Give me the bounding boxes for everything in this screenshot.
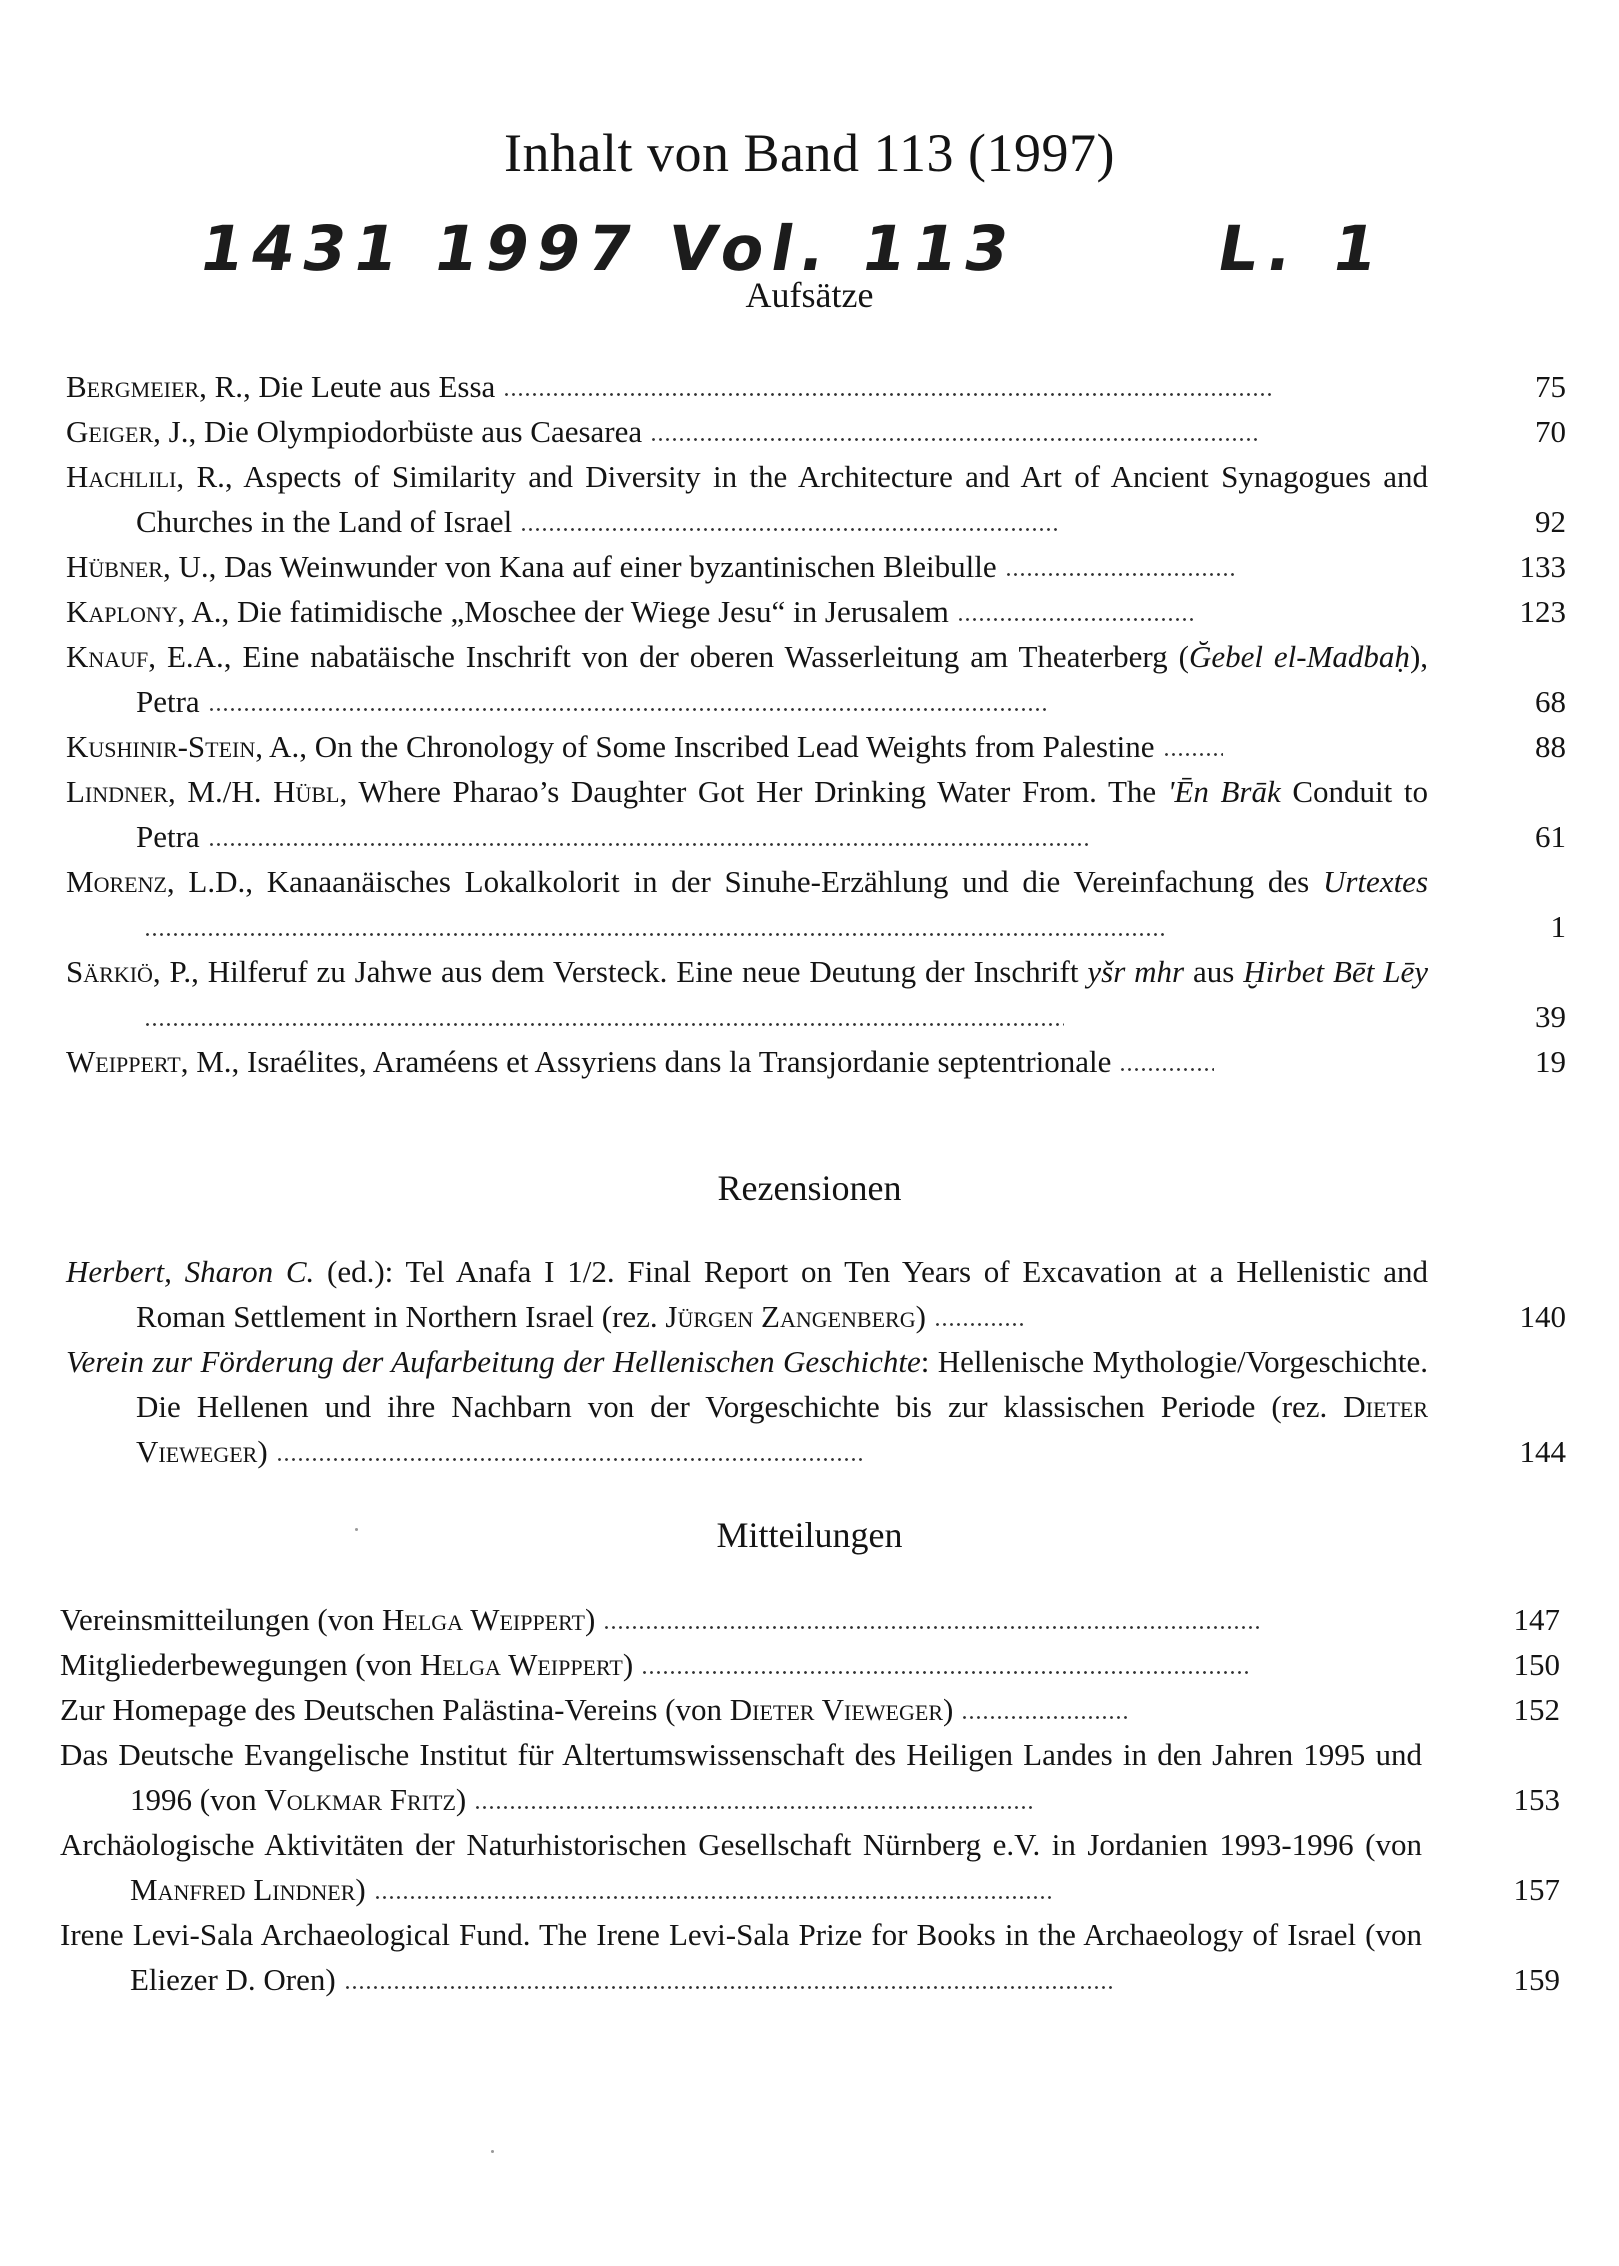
toc-entry: [66, 769, 1566, 859]
entry-page-number: 140: [1519, 1299, 1566, 1334]
toc-entry: [60, 1642, 1560, 1687]
entry-title: Kanaanäisches Lokalkolorit in der Sinuhe-Erzählung und die Vereinfachung des: [266, 864, 1323, 899]
leader-dots: [344, 1981, 1114, 1990]
toc-entry: [66, 1039, 1566, 1084]
leader-dots: [641, 1666, 1251, 1675]
entry-title: Hilferuf zu Jahwe aus dem Versteck. Eine neue Deutung der Inschrift: [207, 954, 1088, 989]
entry-title: Archäologische Aktivitäten der Naturhistorischen Gesellschaft Nürnberg e.V. in Jordanien 1993-1996 (von: [60, 1827, 1422, 1862]
entry-page-number: 19: [1535, 1044, 1566, 1079]
entry-lead: (ed.):: [314, 1254, 406, 1289]
section-heading-rezensionen: Rezensionen: [717, 1168, 902, 1208]
entry-author: Kushinir-Stein, A.,: [66, 729, 307, 764]
leader-dots: [503, 388, 1273, 397]
leader-dots: [208, 838, 1088, 847]
toc-entry: [66, 589, 1566, 634]
entry-page-number: 150: [1513, 1647, 1560, 1682]
toc-entry: [60, 1687, 1560, 1732]
leader-dots: [1163, 748, 1223, 757]
entry-author: Bergmeier, R.,: [66, 369, 251, 404]
entry-page-number: 70: [1535, 414, 1566, 449]
entry-title-italic: Ğebel el-Madbaḥ: [1188, 639, 1410, 674]
entry-title-italic: Urtextes: [1322, 864, 1429, 899]
leader-dots: [1119, 1063, 1214, 1072]
toc-entry: [66, 1339, 1566, 1474]
entry-author: Dieter Vieweger: [729, 1692, 943, 1727]
entry-title: Vereinsmitteilungen (von: [60, 1602, 382, 1637]
entry-title-italic: yšr mhr: [1087, 954, 1185, 989]
leader-dots: [1005, 568, 1235, 577]
leader-dots: [650, 433, 1260, 442]
leader-dots: [603, 1621, 1263, 1630]
section-heading-aufsaetze: Aufsätze: [745, 275, 874, 315]
entry-author: Manfred Lindner: [130, 1872, 356, 1907]
entry-page-number: 68: [1535, 684, 1566, 719]
entry-title: Where Pharao’s Daughter Got Her Drinking Water From. The: [358, 774, 1168, 809]
mitteilungen-list: [60, 1597, 1560, 2002]
entry-page-number: 92: [1535, 504, 1566, 539]
entry-lead: :: [920, 1344, 938, 1379]
entry-title-end: ): [455, 1782, 467, 1817]
entry-author: Weippert, M.,: [66, 1044, 240, 1079]
leader-dots: [520, 523, 1060, 532]
entry-reviewer: Dieter Vieweger: [136, 1389, 1428, 1469]
entry-title-end: ): [915, 1299, 926, 1334]
entry-title-italic: Ḫirbet Bēt Lēy: [1243, 954, 1429, 989]
entry-page-number: 123: [1519, 594, 1566, 629]
entry-page-number: 153: [1513, 1782, 1560, 1817]
toc-entry: [60, 1597, 1560, 1642]
entry-page-number: 88: [1535, 729, 1566, 764]
entry-title-end: ): [622, 1647, 634, 1682]
toc-entry: [66, 454, 1566, 544]
entry-title: Die Olympiodorbüste aus Caesarea: [203, 414, 643, 449]
entry-page-number: 152: [1513, 1692, 1560, 1727]
entry-title-italic: 'Ēn Brāk: [1167, 774, 1281, 809]
entry-page-number: 157: [1513, 1872, 1560, 1907]
leader-dots: [474, 1801, 1034, 1810]
scan-speck: [355, 1528, 358, 1531]
entry-author: Lindner, M./H. Hübl,: [66, 774, 348, 809]
entry-editor: Herbert, Sharon C.: [66, 1254, 315, 1289]
scan-speck: [491, 2150, 494, 2153]
entry-author: Särkiö, P.,: [66, 954, 199, 989]
entry-author: Kaplony, A.,: [66, 594, 230, 629]
leader-dots: [144, 1018, 1064, 1027]
entry-author: Geiger, J.,: [66, 414, 197, 449]
entry-title-end: ), Petra: [136, 639, 1429, 719]
entry-title-end: Conduit to Petra: [136, 774, 1429, 854]
entry-title-end: ): [355, 1872, 366, 1907]
entry-page-number: 159: [1513, 1962, 1560, 1997]
entry-title: Israélites, Araméens et Assyriens dans la Transjordanie septentrionale: [247, 1044, 1112, 1079]
entry-title: On the Chronology of Some Inscribed Lead Weights from Palestine: [314, 729, 1155, 764]
entry-title: Die fatimidische „Moschee der Wiege Jesu“ in Jerusalem: [237, 594, 949, 629]
entry-title: Mitgliederbewegungen (von: [60, 1647, 420, 1682]
entry-title-end: ): [325, 1962, 336, 1997]
entry-title: Irene Levi-Sala Archaeological Fund. The Irene Levi-Sala Prize for Books in the Archaeology of Israel (von Eliezer D. Oren: [60, 1917, 1422, 1997]
entry-author: Morenz, L.D.,: [66, 864, 253, 899]
page-title: Inhalt von Band 113 (1997): [504, 123, 1115, 183]
entry-reviewer: Jürgen Zangenberg: [665, 1299, 916, 1334]
entry-title: Tel Anafa I 1/2. Final Report on Ten Years of Excavation at a Hellenistic and Roman Settlement in Northern Israel (rez.: [136, 1254, 1428, 1334]
entry-title: Die Leute aus Essa: [258, 369, 496, 404]
entry-author: Hachlili, R.,: [66, 459, 233, 494]
entry-page-number: 144: [1519, 1434, 1566, 1469]
entry-title: Zur Homepage des Deutschen Palästina-Vereins (von: [60, 1692, 730, 1727]
handwritten-call-number: 1431 1997 Vol. 113: [194, 212, 1023, 285]
leader-dots: [934, 1318, 1024, 1327]
entry-title: Aspects of Similarity and Diversity in the Architecture and Art of Ancient Synagogues and Churches in the Land of Israel: [136, 459, 1428, 539]
entry-title: Das Weinwunder von Kana auf einer byzantinischen Bleibulle: [224, 549, 997, 584]
entry-page-number: 75: [1535, 369, 1566, 404]
entry-author: Hübner, U.,: [66, 549, 217, 584]
entry-title-end: aus: [1184, 954, 1244, 989]
toc-entry: [66, 949, 1566, 1039]
section-heading-mitteilungen: Mitteilungen: [716, 1515, 903, 1555]
leader-dots: [276, 1453, 866, 1462]
entry-author: Helga Weippert: [382, 1602, 585, 1637]
entry-author: Helga Weippert: [419, 1647, 623, 1682]
leader-dots: [374, 1891, 1054, 1900]
entry-page-number: 1: [1550, 909, 1566, 944]
leader-dots: [144, 928, 1164, 937]
leader-dots: [961, 1711, 1131, 1720]
entry-title-end: ): [584, 1602, 596, 1637]
toc-entry: [60, 1912, 1560, 2002]
rezensionen-list: [66, 1249, 1566, 1474]
handwritten-copy-mark: L. 1: [1212, 212, 1393, 285]
toc-entry: [66, 409, 1566, 454]
entry-page-number: 133: [1519, 549, 1566, 584]
entry-page-number: 61: [1535, 819, 1566, 854]
entry-author: Knauf, E.A.,: [66, 639, 232, 674]
leader-dots: [208, 703, 1048, 712]
toc-entry: [60, 1732, 1560, 1822]
toc-entry: [66, 724, 1566, 769]
entry-title-end: ): [257, 1434, 268, 1469]
entry-author: Volkmar Fritz: [264, 1782, 456, 1817]
entry-editor: Verein zur Förderung der Aufarbeitung der Hellenischen Geschichte: [66, 1344, 921, 1379]
entry-title: Eine nabatäische Inschrift von der oberen Wasserleitung am Theaterberg (: [242, 639, 1189, 674]
leader-dots: [957, 613, 1197, 622]
toc-entry: [66, 859, 1566, 949]
toc-entry: [66, 634, 1566, 724]
toc-entry: [60, 1822, 1560, 1912]
entry-title-end: ): [943, 1692, 954, 1727]
entry-title: Das Deutsche Evangelische Institut für Altertumswissenschaft des Heiligen Landes in den Jahren 1995 und 1996 (von: [60, 1737, 1422, 1817]
toc-entry: [66, 364, 1566, 409]
toc-entry: [66, 1249, 1566, 1339]
aufsaetze-list: [66, 364, 1566, 1084]
entry-title: Hellenische Mythologie/Vorgeschichte. Die Hellenen und ihre Nachbarn von der Vorgeschichte bis zur klassischen Periode (rez.: [136, 1344, 1428, 1424]
toc-entry: [66, 544, 1566, 589]
entry-page-number: 39: [1535, 999, 1566, 1034]
entry-page-number: 147: [1513, 1602, 1560, 1637]
